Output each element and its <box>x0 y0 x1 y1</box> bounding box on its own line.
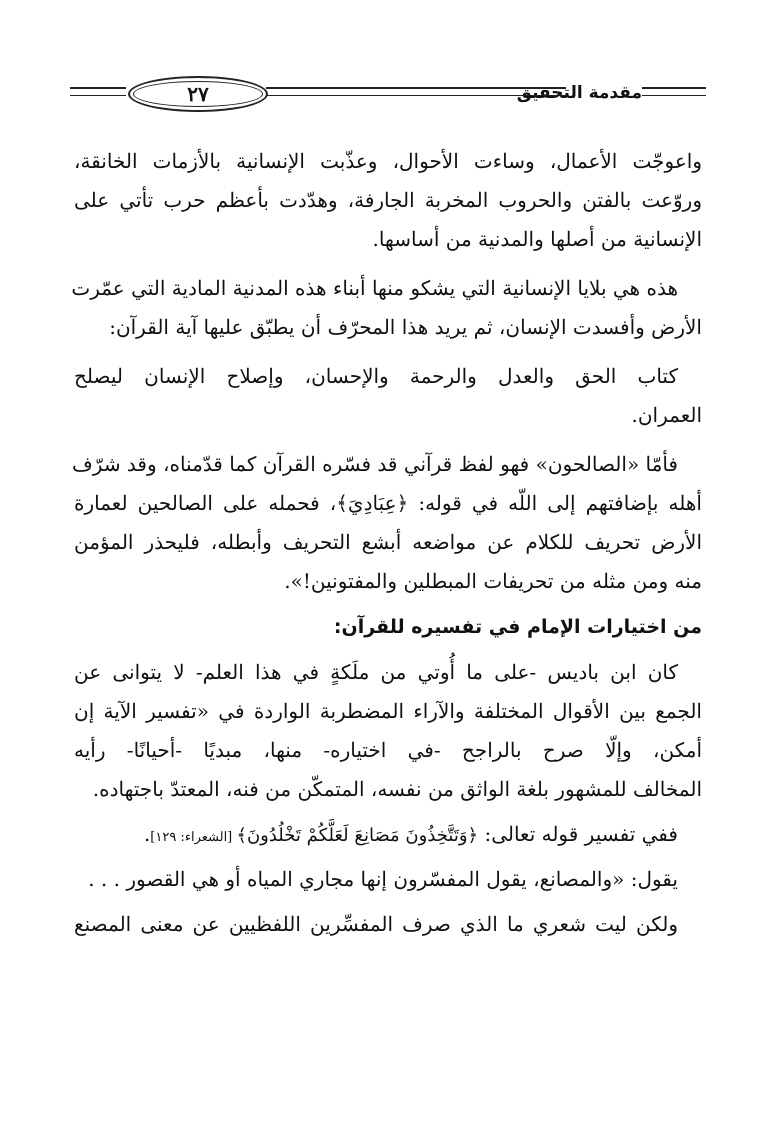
paragraph-2 <box>71 269 702 347</box>
text-line: كان ابن باديس -على ما أُوتي من ملَكةٍ في هذا العلم- لا يتوانى عن <box>74 660 678 684</box>
header-rule-left <box>70 87 126 96</box>
text-line: أمكن، وإلّا صرح بالراجح -في اختياره- منها، مبديًا -أحيانًا- رأيه <box>74 738 702 762</box>
text-line: واعوجّت الأعمال، وساءت الأحوال، وعذّبت الإنسانية بالأزمات الخانقة، <box>74 149 702 173</box>
paragraph-5 <box>74 653 702 809</box>
paragraph-3 <box>74 357 702 435</box>
quran-verse: ﴿وَتَتَّخِذُونَ مَصَانِعَ لَعَلَّكُمْ تَخْلُدُونَ﴾ <box>236 825 479 846</box>
text-line: الجمع بين الأقوال المختلفة والآراء المضطربة الواردة في «تفسير الآية إن <box>74 699 702 723</box>
verse-reference: [الشعراء: ١٢٩] <box>150 830 237 845</box>
text-line: الأرض تحريف للكلام عن مواضعه أبشع التحريف وأبطله، فليحذر المؤمن <box>74 530 702 554</box>
running-title: مقدمة التحقيق <box>516 83 642 103</box>
text-line: العمران. <box>631 403 702 427</box>
text-line: وروّعت بالفتن والحروب المخربة الجارفة، وهدّدت بأعظم حرب تأتي على <box>74 188 702 212</box>
page-header <box>70 74 706 114</box>
paragraph-8: ولكن ليت شعري ما الذي صرف المفسِّرين اللفظيين عن معنى المصنع <box>74 912 678 936</box>
text-line: فأمّا «الصالحون» فهو لفظ قرآني قد فسّره القرآن كما قدّمناه، وقد شرّف <box>72 452 678 476</box>
paragraph-6 <box>74 815 702 854</box>
text-line: هذه هي بلايا الإنسانية التي يشكو منها أبناء هذه المدنية المادية التي عمّرت <box>71 276 678 300</box>
paragraph-7: يقول: «والمصانع، يقول المفسّرون إنها مجاري المياه أو هي القصور . . . <box>88 867 678 891</box>
text-line: المخالف للمشهور بلغة الواثق من نفسه، المتمكّن من فنه، المعتدّ باجتهاده. <box>92 777 702 801</box>
text-line: منه ومن مثله من تحريفات المبطلين والمفتونين!». <box>284 569 702 593</box>
page-number: ٢٧ <box>128 76 268 112</box>
paragraph-1 <box>74 142 702 259</box>
header-rule-right <box>642 87 706 96</box>
verse-end: . <box>143 822 151 846</box>
header-rule-middle <box>266 87 566 96</box>
verse-intro: ففي تفسير قوله تعالى: <box>478 822 678 846</box>
text-line: الإنسانية من أصلها والمدنية من أساسها. <box>372 227 702 251</box>
page-body <box>71 142 702 944</box>
text-line: الأرض وأفسدت الإنسان، ثم يريد هذا المحرّف أن يطبّق عليها آية القرآن: <box>109 315 702 339</box>
paragraph-4 <box>74 445 702 601</box>
text-line: أهله بإضافتهم إلى اللّه في قوله: ﴿عِبَادِيَ﴾، فحمله على الصالحين لعمارة <box>74 491 702 515</box>
text-line: كتاب الحق والعدل والرحمة والإحسان، وإصلاح الإنسان ليصلح <box>74 364 678 388</box>
section-heading: من اختيارات الإمام في تفسيره للقرآن: <box>333 616 702 638</box>
